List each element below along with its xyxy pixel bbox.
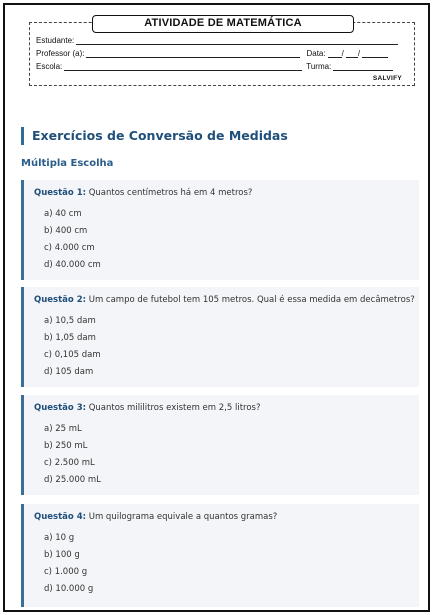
- answer-option[interactable]: a) 40 cm: [44, 209, 82, 219]
- section-subtitle: Múltipla Escolha: [21, 158, 114, 169]
- question-text: [34, 188, 252, 198]
- question-number: Questão 2:: [34, 295, 87, 305]
- date-day-field[interactable]: [328, 50, 342, 58]
- school-label: Escola:: [36, 62, 63, 71]
- answer-option[interactable]: b) 400 cm: [44, 226, 88, 236]
- answer-option[interactable]: c) 4.000 cm: [44, 243, 95, 253]
- question-text: [34, 295, 415, 305]
- date-label: Data:: [306, 49, 326, 58]
- date-month-field[interactable]: [346, 49, 361, 58]
- question-card: [21, 395, 419, 495]
- brand-logo: SALVIFY: [372, 75, 402, 82]
- answer-option[interactable]: c) 1.000 g: [44, 567, 88, 577]
- answer-option[interactable]: c) 2.500 mL: [44, 458, 95, 468]
- answer-option[interactable]: a) 25 mL: [44, 424, 82, 434]
- answer-option[interactable]: d) 105 dam: [44, 367, 94, 377]
- answer-option[interactable]: b) 100 g: [44, 550, 80, 560]
- answer-option[interactable]: d) 10.000 g: [44, 584, 94, 594]
- answer-option[interactable]: d) 40.000 cm: [44, 260, 101, 270]
- answer-option[interactable]: a) 10,5 dam: [44, 316, 96, 326]
- question-prompt: Um campo de futebol tem 105 metros. Qual é essa medida em decâmetros?: [86, 295, 415, 305]
- teacher-field[interactable]: [86, 50, 300, 58]
- question-card: [21, 504, 419, 607]
- section-title: Exercícios de Conversão de Medidas: [21, 127, 288, 145]
- worksheet-page: [3, 3, 430, 612]
- question-number: Questão 1:: [34, 188, 87, 198]
- class-field[interactable]: [333, 63, 393, 71]
- school-class-row: [36, 62, 393, 71]
- student-label: Estudante:: [36, 36, 75, 45]
- answer-option[interactable]: d) 25.000 mL: [44, 475, 101, 485]
- question-text: [34, 512, 277, 522]
- question-card: [21, 287, 419, 387]
- answer-option[interactable]: b) 1,05 dam: [44, 333, 96, 343]
- answer-option[interactable]: c) 0,105 dam: [44, 350, 101, 360]
- question-text: [34, 403, 261, 413]
- school-field[interactable]: [64, 63, 302, 71]
- student-info-header: [29, 17, 415, 86]
- date-year-field[interactable]: [362, 50, 388, 58]
- answer-option[interactable]: a) 10 g: [44, 533, 75, 543]
- worksheet-title: ATIVIDADE DE MATEMÁTICA: [92, 15, 354, 33]
- answer-option[interactable]: b) 250 mL: [44, 441, 88, 451]
- student-row: [36, 36, 398, 45]
- teacher-label: Professor (a):: [36, 49, 85, 58]
- date-slash: /: [357, 49, 361, 58]
- question-prompt: Um quilograma equivale a quantos gramas?: [86, 512, 278, 522]
- class-label: Turma:: [306, 62, 332, 71]
- student-field[interactable]: [76, 37, 398, 45]
- question-card: [21, 180, 419, 280]
- question-prompt: Quantos mililitros existem em 2,5 litros?: [86, 403, 261, 413]
- date-slash: /: [341, 49, 344, 58]
- question-number: Questão 3:: [34, 403, 87, 413]
- question-number: Questão 4:: [34, 512, 87, 522]
- teacher-date-row: [36, 49, 388, 58]
- question-prompt: Quantos centímetros há em 4 metros?: [86, 188, 253, 198]
